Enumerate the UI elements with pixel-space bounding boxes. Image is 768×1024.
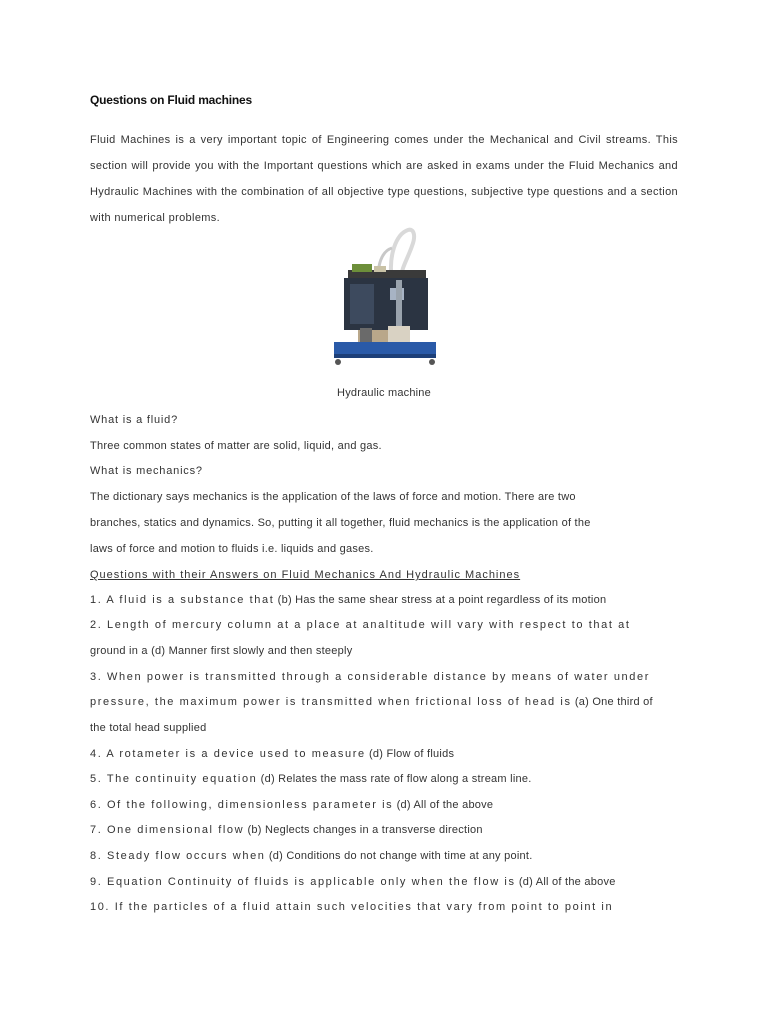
qa-line: 4. A rotameter is a device used to measure (d) Flow of fluids (90, 748, 455, 760)
question-what-is-fluid: What is a fluid? (90, 414, 179, 426)
qa-line: 3. When power is transmitted through a considerable distance by means of water under (90, 671, 650, 683)
qa-line: 6. Of the following, dimensionless parameter is (d) All of the above (90, 799, 494, 811)
question-what-is-mechanics: What is mechanics? (90, 465, 203, 477)
qa-line: 1. A fluid is a substance that (b) Has the same shear stress at a point regardless of its motion (90, 594, 607, 606)
qa-line: 7. One dimensional flow (b) Neglects changes in a transverse direction (90, 824, 483, 836)
qa-line: 9. Equation Continuity of fluids is applicable only when the flow is (d) All of the above (90, 876, 616, 888)
qa-line: pressure, the maximum power is transmitted when frictional loss of head is (a) One third of (90, 696, 653, 708)
hydraulic-machine-illustration (330, 226, 440, 371)
qa-line: 2. Length of mercury column at a place at analtitude will vary with respect to that at (90, 619, 631, 631)
figure-caption: Hydraulic machine (337, 387, 431, 399)
qa-line: 10. If the particles of a fluid attain such velocities that vary from point to point in (90, 901, 614, 913)
qa-line: ground in a (d) Manner first slowly and then steeply (90, 645, 353, 657)
answer-mechanics-line: laws of force and motion to fluids i.e. liquids and gases. (90, 543, 374, 555)
answer-mechanics-line: The dictionary says mechanics is the application of the laws of force and motion. There are two (90, 491, 576, 503)
intro-paragraph: Fluid Machines is a very important topic of Engineering comes under the Mechanical and Civil streams. This section will provide you with the Important questions which are asked in exams under the Fluid Mechanics and Hydraulic Machines with the combination of all objective type questions, subjective type questions and a section with numerical problems. (90, 134, 678, 224)
answer-what-is-fluid: Three common states of matter are solid, liquid, and gas. (90, 440, 382, 452)
hydraulic-machine-image (330, 226, 440, 371)
answer-mechanics-line: branches, statics and dynamics. So, putting it all together, fluid mechanics is the application of the (90, 517, 591, 529)
qa-line: 5. The continuity equation (d) Relates the mass rate of flow along a stream line. (90, 773, 532, 785)
qa-section-heading: Questions with their Answers on Fluid Mechanics And Hydraulic Machines (90, 569, 521, 581)
qa-line: the total head supplied (90, 722, 207, 734)
qa-line: 8. Steady flow occurs when (d) Conditions do not change with time at any point. (90, 850, 533, 862)
page-title: Questions on Fluid machines (90, 93, 252, 107)
